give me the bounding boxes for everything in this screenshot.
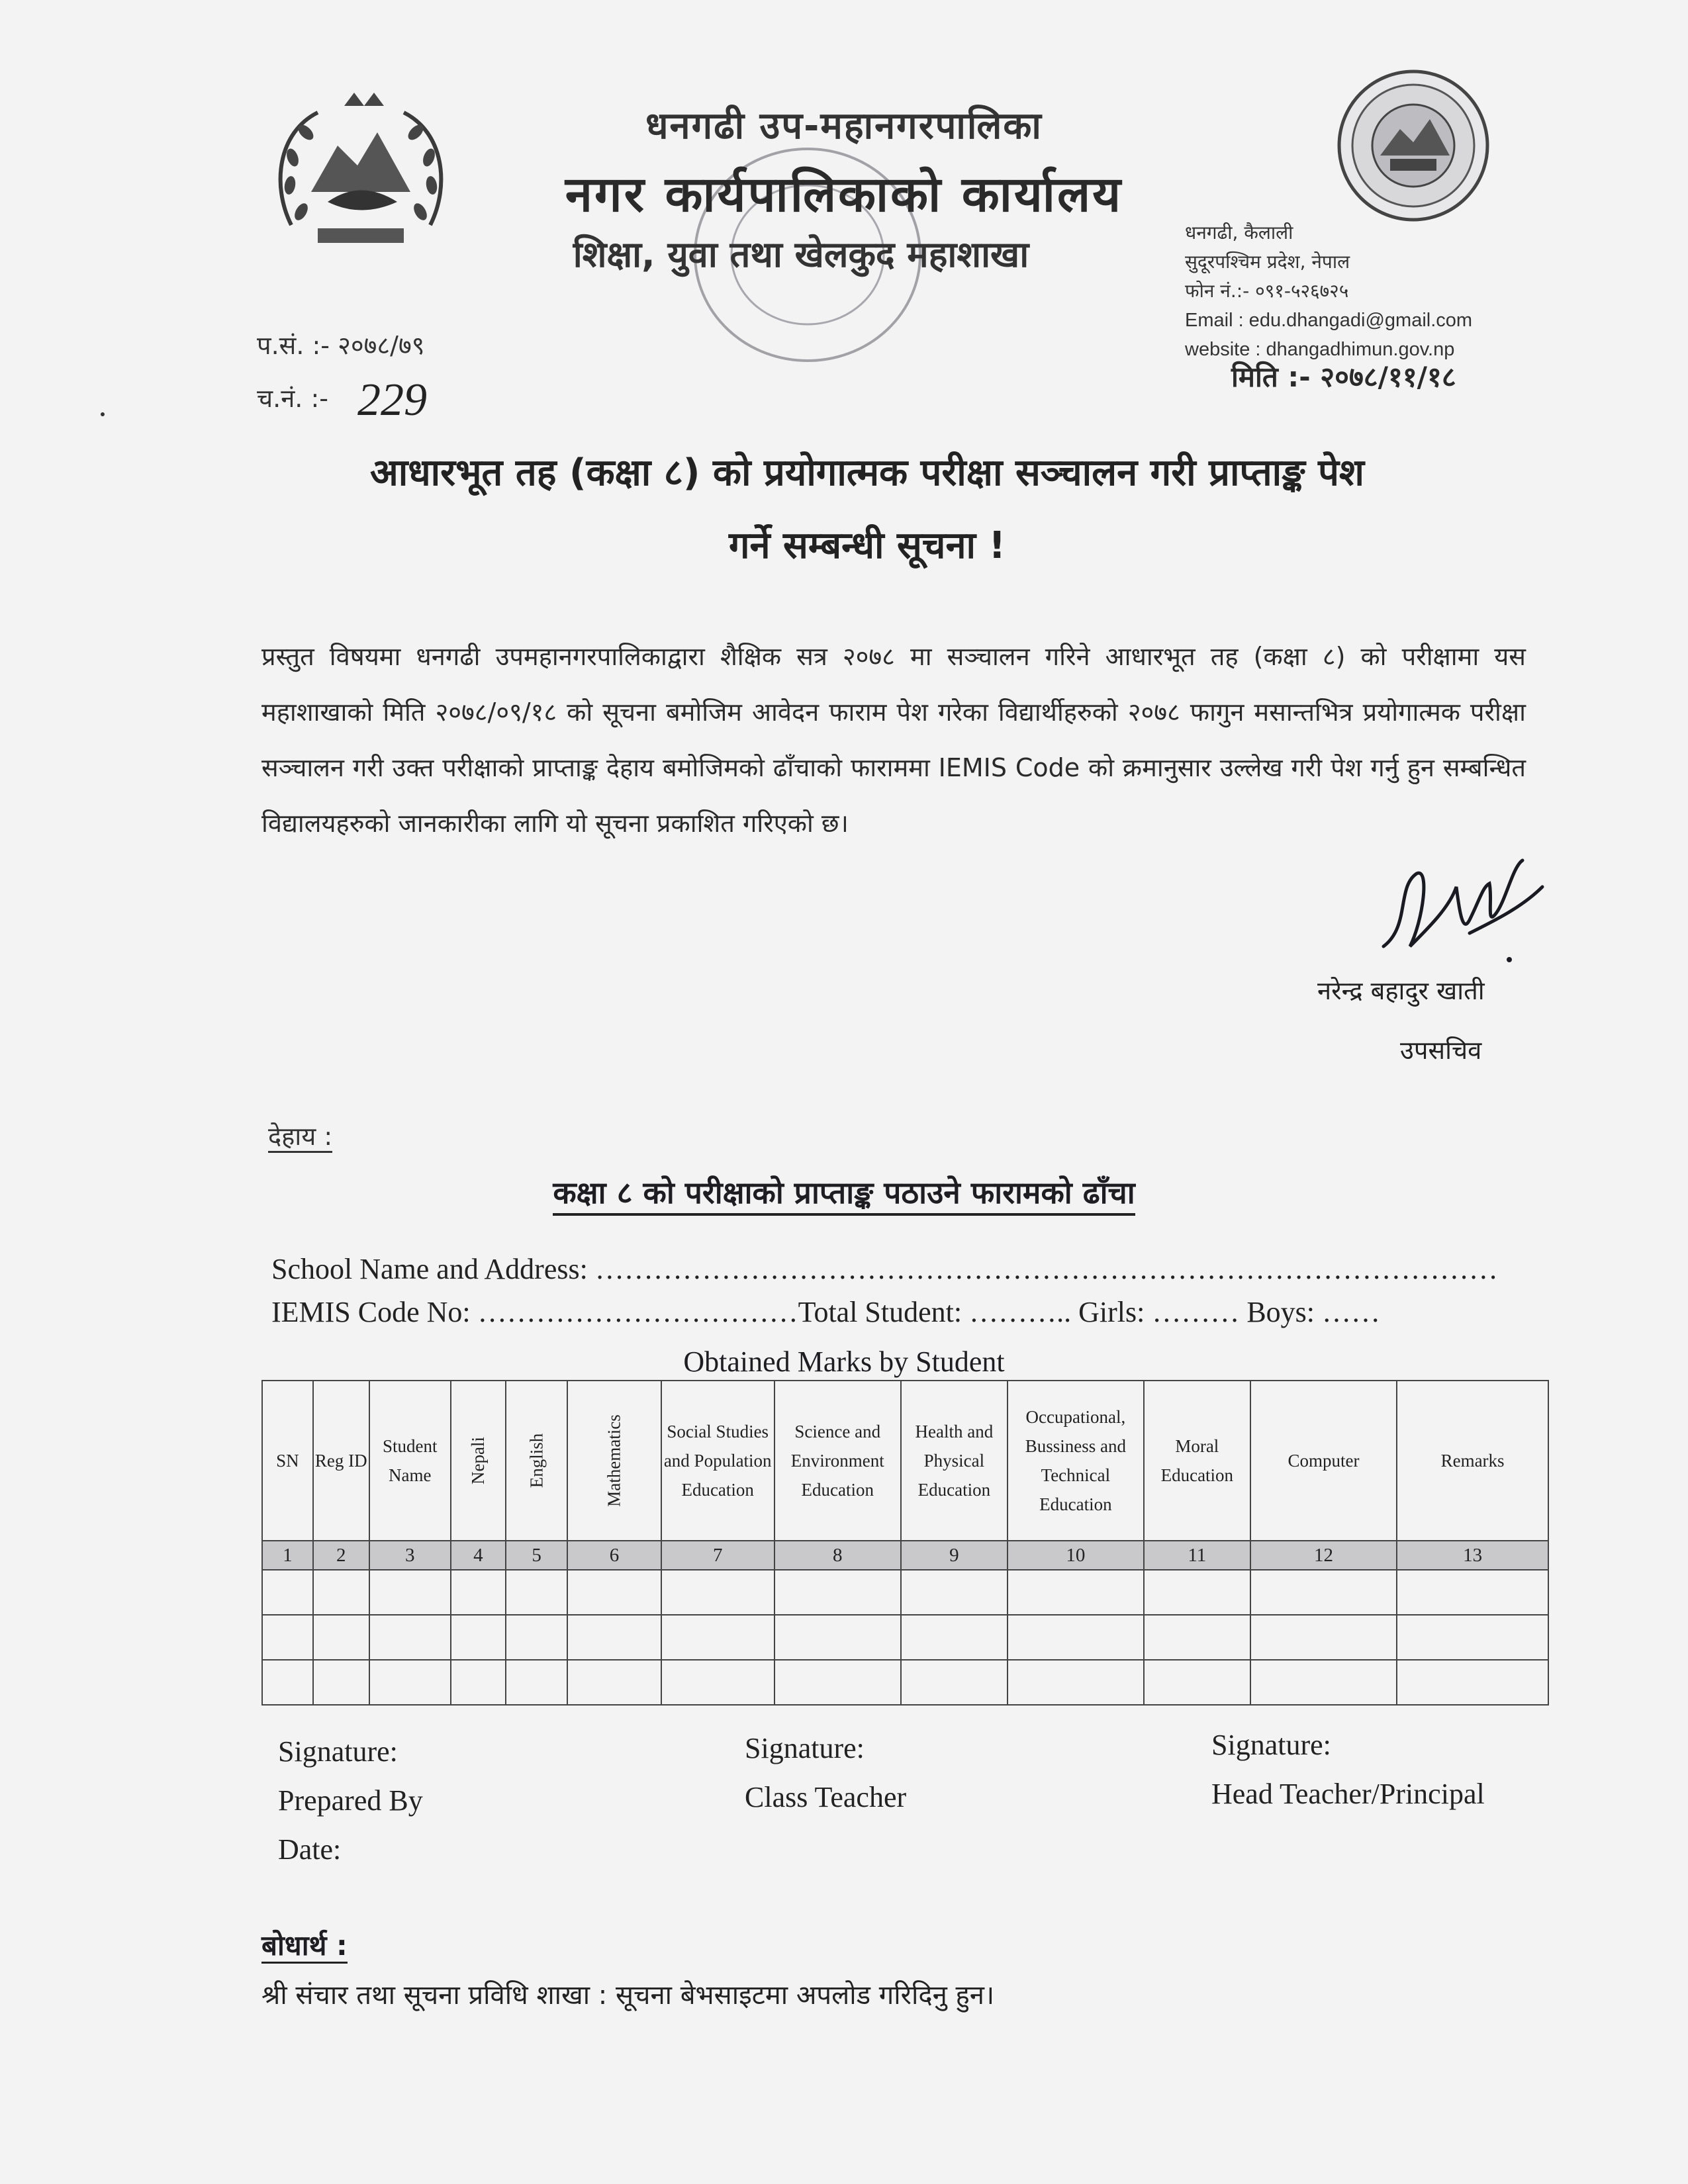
column-header (451, 1381, 506, 1541)
marks-table (261, 1380, 1549, 1706)
column-header-text: Nepali (468, 1437, 489, 1484)
signatory-title: उपसचिव (1400, 1036, 1482, 1065)
column-header: Health and Physical Education (901, 1381, 1008, 1541)
table-row (262, 1570, 1548, 1615)
iemis-code-line: IEMIS Code No: ……………………………Total Student: ……….. Girls: ……… Boys: …… (271, 1296, 1381, 1328)
column-number: 11 (1144, 1541, 1250, 1570)
column-header-text: Mathematics (604, 1414, 624, 1507)
notice-title-line2: गर्ने सम्बन्धी सूचना ! (728, 524, 1006, 567)
form-title-text: कक्षा ८ को परीक्षाको प्राप्ताङ्क पठाउने फारामको ढाँचा (553, 1175, 1135, 1216)
website-address: website : dhangadhimun.gov.np (1185, 339, 1455, 360)
annex-label-text: देहाय : (268, 1122, 332, 1153)
column-number: 5 (506, 1541, 567, 1570)
phone-number: फोन नं.:- ०९१-५२६७२५ (1185, 280, 1349, 302)
contact-block (1185, 218, 1582, 364)
table-caption: Obtained Marks by Student (683, 1345, 1005, 1378)
column-number: 2 (313, 1541, 369, 1570)
school-name-line: School Name and Address: ………………………………………………………………………………… (271, 1253, 1498, 1285)
address-line2: सुदूरपश्चिम प्रदेश, नेपाल (1185, 251, 1350, 273)
notice-body: प्रस्तुत विषयमा धनगढी उपमहानगरपालिकाद्वारा शैक्षिक सत्र २०७८ मा सञ्चालन गरिने आधारभूत तह (कक्षा ८) को परीक्षामा यस महाशाखाको मिति २०७८/०९/१८ को सूचना बमोजिम आवेदन फाराम पेश गरेका विद्यार्थीहरुको २०७८ फागुन मसान्तभित्र प्रयोगात्मक परीक्षा सञ्चालन गरी उक्त परीक्षाको प्राप्ताङ्क देहाय बमोजिमको ढाँचाको फाराममा IEMIS Code को क्रमानुसार उल्लेख गरी पेश गर्नु हुन सम्बन्धित विद्यालयहरुको जानकारीका लागि यो सूचना प्रकाशित गरिएको छ। (261, 642, 1526, 838)
form-title (0, 1171, 1688, 1212)
table-header-row (262, 1381, 1548, 1541)
email-address: Email : edu.dhangadi@gmail.com (1185, 310, 1473, 331)
class-teacher-label: Class Teacher (745, 1781, 907, 1813)
column-header: Student Name (369, 1381, 451, 1541)
handwritten-signature (1370, 847, 1549, 973)
cc-label (261, 1926, 348, 1964)
column-number: 10 (1008, 1541, 1144, 1570)
column-header: Reg ID (313, 1381, 369, 1541)
column-number: 1 (262, 1541, 313, 1570)
notice-title (238, 437, 1496, 582)
head-teacher-label: Head Teacher/Principal (1211, 1778, 1485, 1810)
class-teacher-block (745, 1724, 906, 1822)
head-teacher-block (1211, 1721, 1485, 1819)
cc-label-text: बोधार्थ : (261, 1929, 348, 1964)
fiscal-year-ref: प.सं. :- २०७८/७९ (257, 331, 425, 360)
column-number: 8 (774, 1541, 901, 1570)
column-header: Occupational, Bussiness and Technical Education (1008, 1381, 1144, 1541)
annex-label (268, 1118, 332, 1153)
prepared-date-label: Date: (278, 1833, 342, 1866)
prepared-signature-label: Signature: (278, 1735, 398, 1768)
column-header: SN (262, 1381, 313, 1541)
column-header: Moral Education (1144, 1381, 1250, 1541)
cc-text: श्री संचार तथा सूचना प्रविधि शाखा : सूचना बेभसाइटमा अपलोड गरिदिनु हुन। (261, 1980, 995, 2011)
address-line1: धनगढी, कैलाली (1185, 222, 1293, 244)
column-number-row (262, 1541, 1548, 1570)
office-name-line2: नगर कार्यपालिकाको कार्यालय (565, 166, 1123, 223)
notice-title-line1: आधारभूत तह (कक्षा ८) को प्रयोगात्मक परीक्षा सञ्चालन गरी प्राप्ताङ्क पेश (369, 451, 1364, 494)
column-number: 7 (661, 1541, 774, 1570)
column-header (567, 1381, 661, 1541)
dispatch-number-label: च.नं. :- (257, 384, 328, 413)
column-header-text: English (526, 1433, 547, 1488)
column-number: 12 (1250, 1541, 1397, 1570)
prepared-by-label: Prepared By (278, 1784, 423, 1817)
notice-date: मिति :- २०७८/११/१८ (1231, 361, 1456, 393)
signatory-name: नरेन्द्र बहादुर खाती (1317, 976, 1485, 1005)
column-number: 13 (1397, 1541, 1548, 1570)
column-header: Computer (1250, 1381, 1397, 1541)
column-header: Social Studies and Population Education (661, 1381, 774, 1541)
dispatch-number: 229 (357, 375, 427, 426)
column-number: 9 (901, 1541, 1008, 1570)
page-mark-dot (101, 412, 105, 416)
prepared-by-block (278, 1727, 423, 1874)
office-name-line1: धनगढी उप-महानगरपालिका (645, 105, 1043, 148)
class-teacher-signature-label: Signature: (745, 1732, 865, 1764)
table-row (262, 1660, 1548, 1705)
table-row (262, 1615, 1548, 1660)
column-number: 4 (451, 1541, 506, 1570)
column-number: 3 (369, 1541, 451, 1570)
column-header: Remarks (1397, 1381, 1548, 1541)
head-teacher-signature-label: Signature: (1211, 1729, 1331, 1761)
column-header: Science and Environment Education (774, 1381, 901, 1541)
column-header (506, 1381, 567, 1541)
division-name: शिक्षा, युवा तथा खेलकुद महाशाखा (573, 234, 1029, 275)
column-number: 6 (567, 1541, 661, 1570)
